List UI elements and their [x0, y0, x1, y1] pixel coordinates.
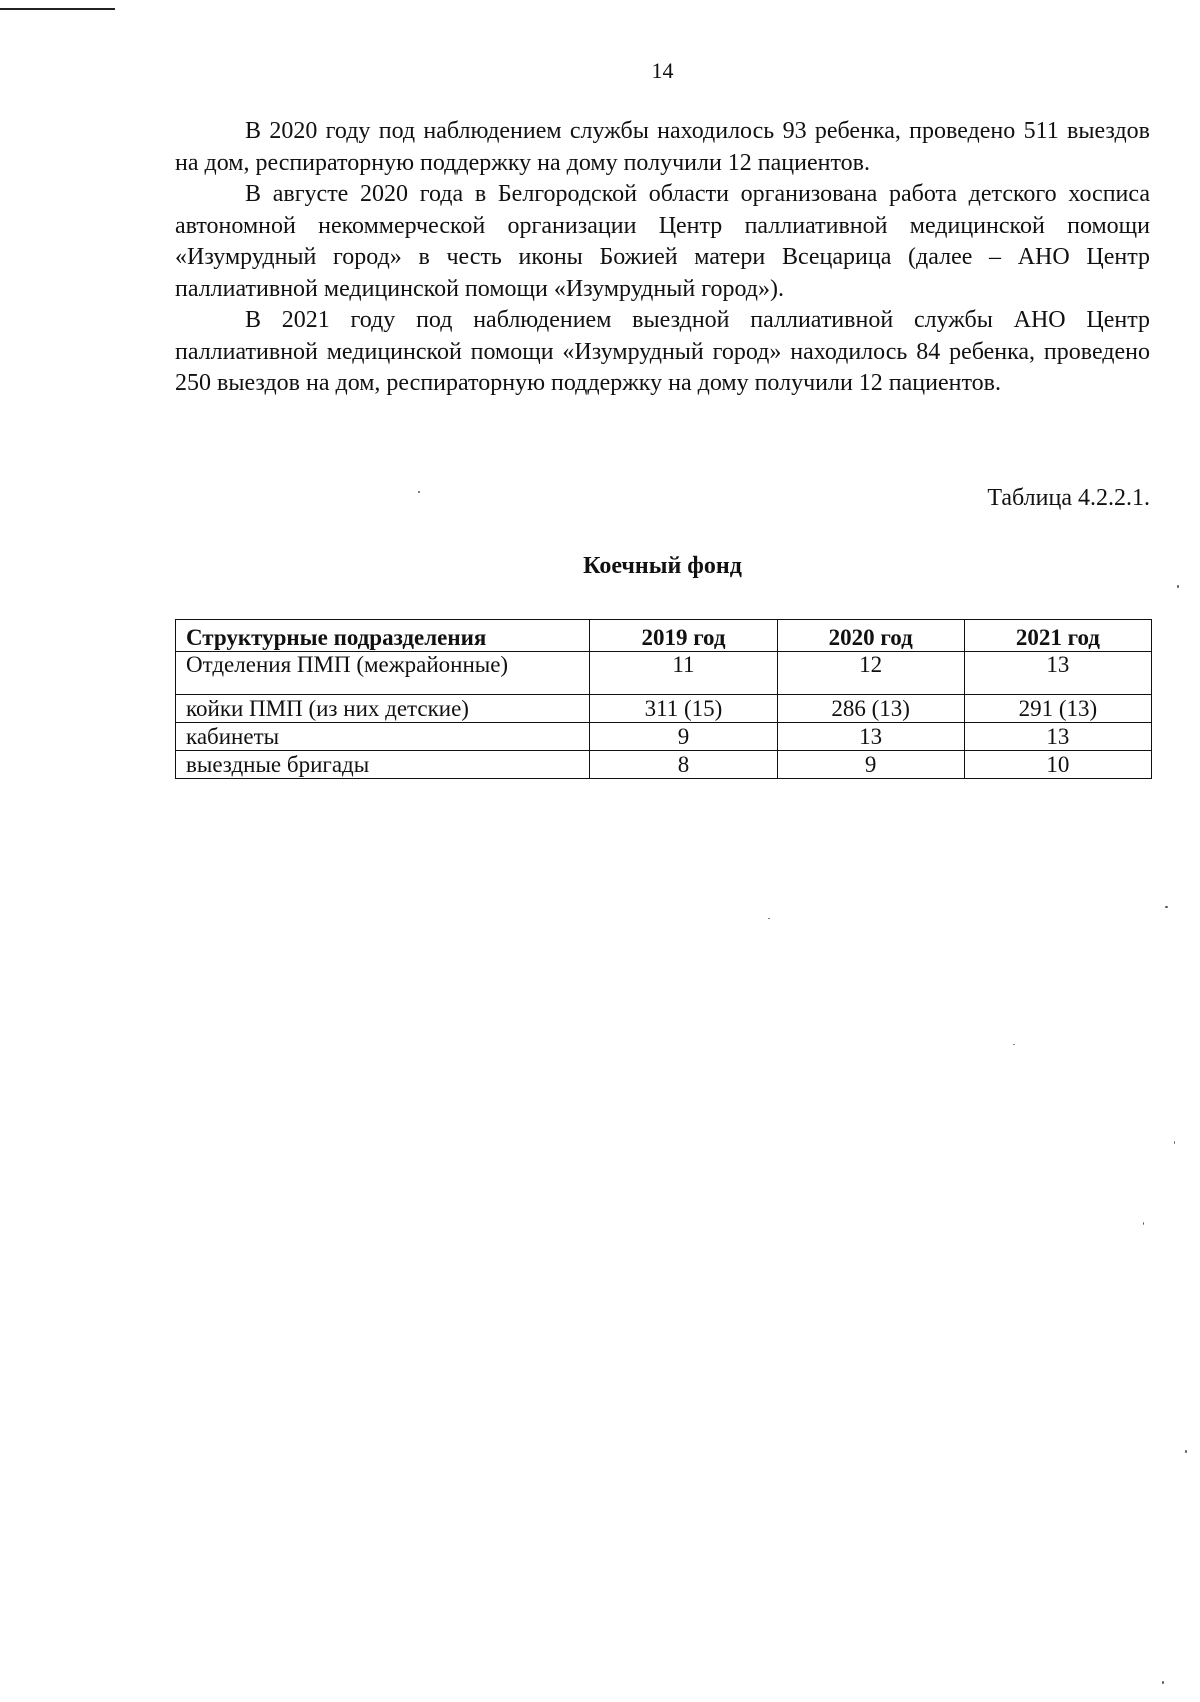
cell-2020: 12 [777, 652, 964, 695]
cell-2019: 8 [590, 751, 777, 779]
cell-2020: 9 [777, 751, 964, 779]
scan-speck [1162, 1681, 1164, 1684]
scan-speck [418, 491, 420, 493]
scan-speck [1185, 1450, 1187, 1453]
scan-speck [1174, 1141, 1175, 1144]
header-2019: 2019 год [590, 620, 777, 652]
table-row [176, 652, 1152, 695]
cell-2021: 13 [964, 723, 1151, 751]
cell-2019: 9 [590, 723, 777, 751]
scan-speck [1165, 906, 1168, 908]
row-label: Отделения ПМП (межрайонные) [176, 652, 590, 695]
paragraph-2021-service: В 2021 году под наблюдением выездной паллиативной службы АНО Центр паллиативной медицинской помощи «Изумрудный город» находилось 84 ребенка, проведено 250 выездов на дом, респираторную поддержку на дому получили 12 пациентов. [175, 307, 1150, 396]
page-number: 14 [651, 58, 674, 83]
scan-speck [1177, 585, 1179, 588]
bed-fund-table [175, 619, 1152, 779]
body-text [175, 116, 1150, 400]
table-row [176, 723, 1152, 751]
cell-2020: 286 (13) [777, 695, 964, 723]
cell-2020: 13 [777, 723, 964, 751]
scan-speck [768, 918, 770, 919]
cell-2021: 13 [964, 652, 1151, 695]
paragraph-hospice-opening: В августе 2020 года в Белгородской области организована работа детского хосписа автономной некоммерческой организации Центр паллиативной медицинской помощи «Изумрудный город» в честь иконы Божией матери Всецарица (далее – АНО Центр паллиативной медицинской помощи «Изумрудный город»). [175, 181, 1150, 302]
header-2021: 2021 год [964, 620, 1151, 652]
header-units: Структурные подразделения [176, 620, 590, 652]
row-label: выездные бригады [176, 751, 590, 779]
row-label: койки ПМП (из них детские) [176, 695, 590, 723]
cell-2019: 311 (15) [590, 695, 777, 723]
scan-speck [1143, 1222, 1144, 1225]
table-row [176, 695, 1152, 723]
header-2020: 2020 год [777, 620, 964, 652]
scan-speck [1013, 1044, 1015, 1045]
table-row [176, 751, 1152, 779]
cell-2019: 11 [590, 652, 777, 695]
row-label: кабинеты [176, 723, 590, 751]
cell-2021: 10 [964, 751, 1151, 779]
table-title: Коечный фонд [583, 553, 742, 579]
paragraph-2020-service: В 2020 году под наблюдением службы находилось 93 ребенка, проведено 511 выездов на дом, респираторную поддержку на дому получили 12 пациентов. [175, 118, 1150, 176]
cell-2021: 291 (13) [964, 695, 1151, 723]
scan-edge-mark [0, 0, 115, 10]
table-reference: Таблица 4.2.2.1. [987, 485, 1150, 511]
table-header-row [176, 620, 1152, 652]
